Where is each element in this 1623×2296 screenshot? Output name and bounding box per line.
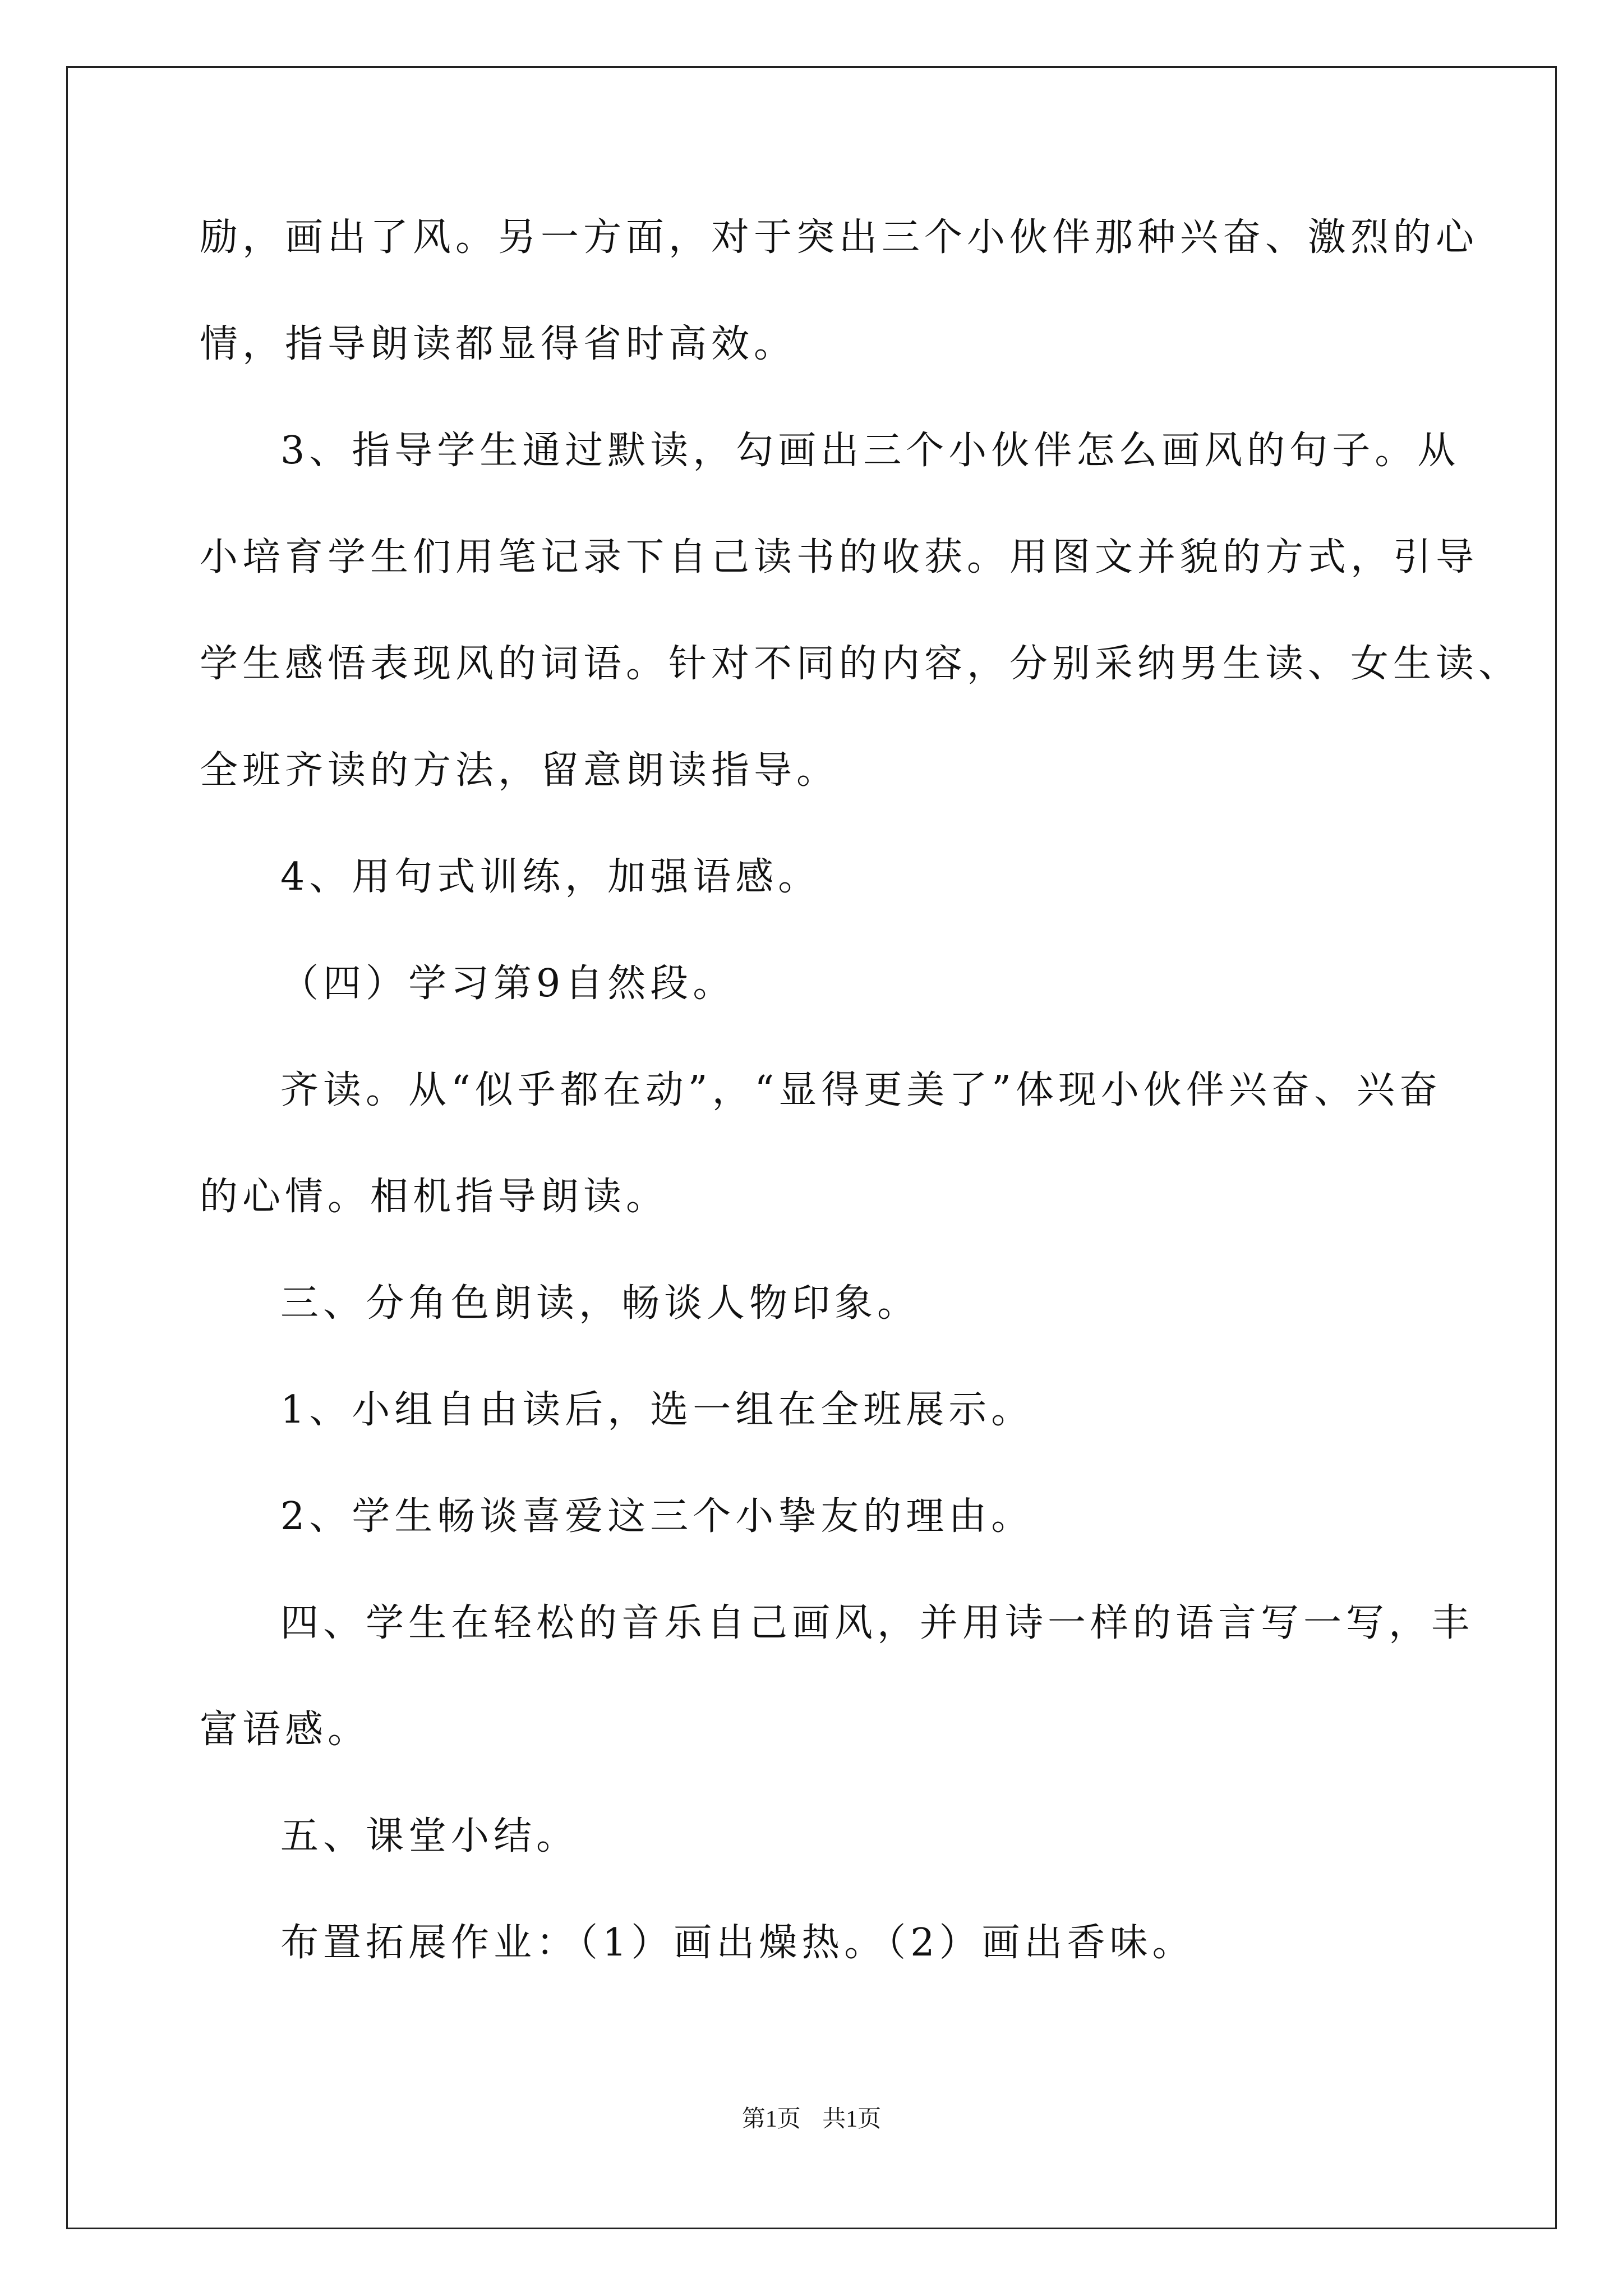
text-line: 1、小组自由读后，选一组在全班展示。	[280, 1388, 1034, 1432]
text-line: 4、用句式训练，加强语感。	[280, 855, 821, 899]
text-line: 五、课堂小结。	[280, 1814, 579, 1858]
text-line: 学生感悟表现风的词语。针对不同的内容，分别采纳男生读、女生读、	[200, 642, 1521, 686]
text-line: 2、学生畅谈喜爱这三个小挚友的理由。	[280, 1494, 1034, 1539]
page-number-total: 共1页	[822, 2106, 882, 2132]
page-footer	[0, 2100, 1623, 2134]
text-line: 的心情。相机指导朗读。	[200, 1175, 669, 1219]
page-border	[66, 66, 1557, 2229]
text-line: 三、分角色朗读，畅谈人物印象。	[280, 1281, 920, 1326]
text-line: 四、学生在轻松的音乐自己画风，并用诗一样的语言写一写，丰	[280, 1601, 1474, 1645]
text-line: 齐读。从“似乎都在动”，“显得更美了”体现小伙伴兴奋、兴奋	[280, 1068, 1442, 1112]
text-line: 情，指导朗读都显得省时高效。	[200, 322, 797, 366]
text-line: 富语感。	[200, 1708, 371, 1752]
page-number-current: 第1页	[741, 2106, 801, 2132]
text-line: （四）学习第9自然段。	[280, 961, 736, 1006]
text-line: 全班齐读的方法，留意朗读指导。	[200, 748, 840, 793]
text-line: 小培育学生们用笔记录下自己读书的收获。用图文并貌的方式，引导	[200, 535, 1479, 579]
text-line: 励，画出了风。另一方面，对于突出三个小伙伴那种兴奋、激烈的心	[200, 215, 1479, 260]
text-line: 布置拓展作业：（1）画出燥热。（2）画出香味。	[280, 1921, 1195, 1965]
text-line: 3、指导学生通过默读，勾画出三个小伙伴怎么画风的句子。从	[280, 429, 1460, 473]
